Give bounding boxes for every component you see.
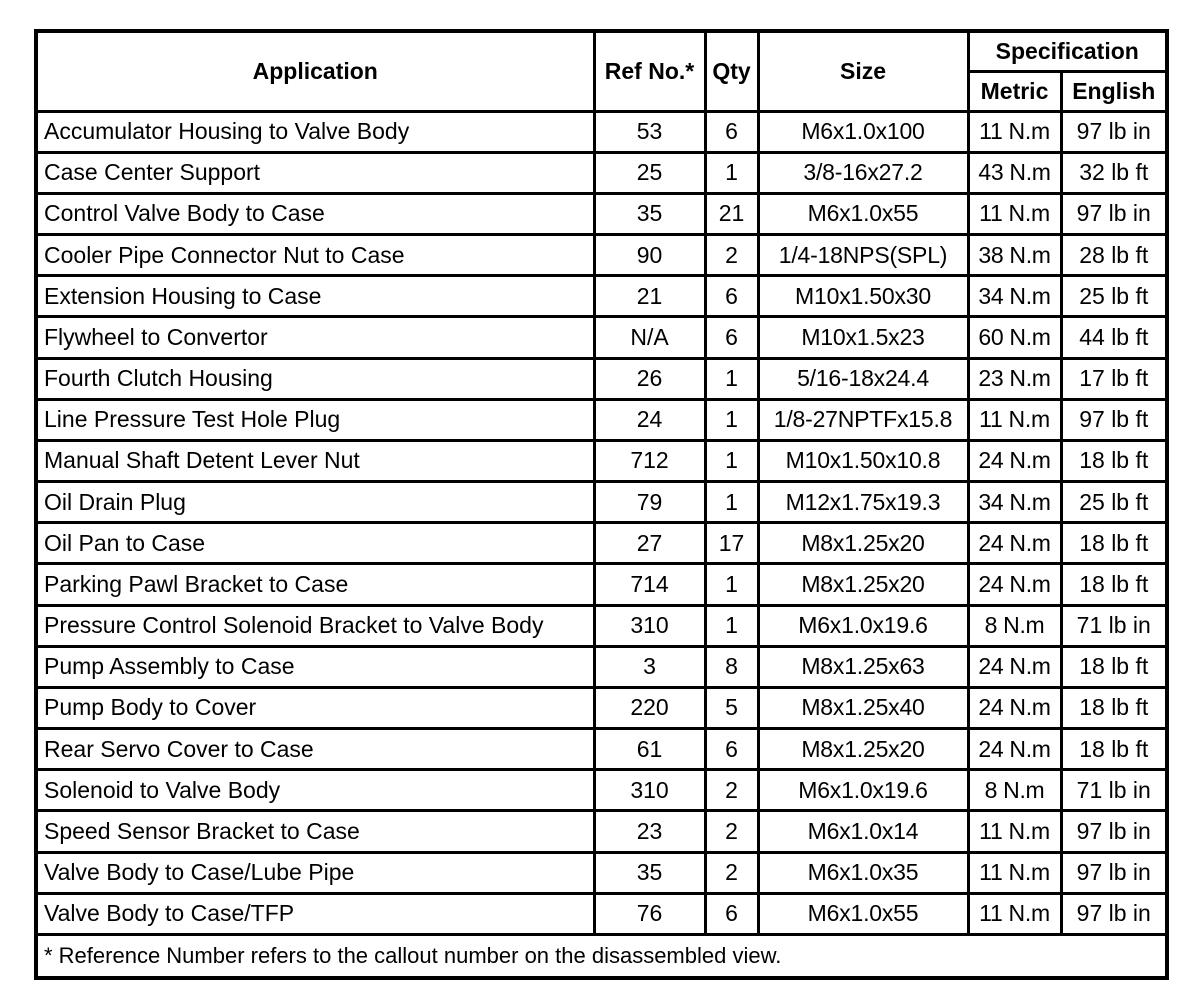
cell-english: 97 lb in: [1061, 111, 1167, 152]
cell-size: M6x1.0x55: [758, 893, 968, 934]
cell-metric: 11 N.m: [968, 893, 1061, 934]
cell-application: Manual Shaft Detent Lever Nut: [36, 440, 594, 481]
cell-english: 71 lb in: [1061, 605, 1167, 646]
cell-qty: 8: [705, 646, 758, 687]
cell-application: Fourth Clutch Housing: [36, 358, 594, 399]
header-qty: Qty: [705, 31, 758, 111]
cell-ref-no: 712: [594, 440, 705, 481]
cell-metric: 24 N.m: [968, 646, 1061, 687]
cell-application: Speed Sensor Bracket to Case: [36, 811, 594, 852]
cell-ref-no: 21: [594, 276, 705, 317]
cell-ref-no: 714: [594, 564, 705, 605]
cell-size: M8x1.25x63: [758, 646, 968, 687]
table-row: [36, 317, 1167, 358]
cell-qty: 6: [705, 111, 758, 152]
cell-qty: 1: [705, 440, 758, 481]
table-row: [36, 111, 1167, 152]
table-row: [36, 152, 1167, 193]
cell-metric: 24 N.m: [968, 729, 1061, 770]
cell-metric: 11 N.m: [968, 193, 1061, 234]
table-row: [36, 646, 1167, 687]
header-specification: Specification: [968, 31, 1167, 71]
cell-qty: 2: [705, 811, 758, 852]
cell-size: M8x1.25x20: [758, 729, 968, 770]
cell-english: 97 lb in: [1061, 193, 1167, 234]
cell-size: M6x1.0x55: [758, 193, 968, 234]
cell-qty: 1: [705, 399, 758, 440]
cell-application: Oil Drain Plug: [36, 482, 594, 523]
cell-application: Pressure Control Solenoid Bracket to Valve Body: [36, 605, 594, 646]
cell-metric: 11 N.m: [968, 852, 1061, 893]
cell-english: 18 lb ft: [1061, 687, 1167, 728]
torque-specification-table: [34, 29, 1169, 980]
cell-metric: 11 N.m: [968, 811, 1061, 852]
cell-qty: 2: [705, 852, 758, 893]
cell-ref-no: 24: [594, 399, 705, 440]
cell-metric: 24 N.m: [968, 687, 1061, 728]
cell-metric: 43 N.m: [968, 152, 1061, 193]
cell-english: 97 lb in: [1061, 893, 1167, 934]
cell-application: Case Center Support: [36, 152, 594, 193]
cell-qty: 1: [705, 564, 758, 605]
cell-ref-no: 27: [594, 523, 705, 564]
cell-english: 18 lb ft: [1061, 523, 1167, 564]
cell-ref-no: 61: [594, 729, 705, 770]
cell-application: Extension Housing to Case: [36, 276, 594, 317]
table-body: [36, 111, 1167, 935]
cell-size: M8x1.25x20: [758, 523, 968, 564]
cell-ref-no: 35: [594, 852, 705, 893]
cell-english: 32 lb ft: [1061, 152, 1167, 193]
table-row: [36, 523, 1167, 564]
cell-ref-no: 310: [594, 770, 705, 811]
cell-qty: 6: [705, 893, 758, 934]
header-english: English: [1061, 71, 1167, 111]
cell-ref-no: 90: [594, 235, 705, 276]
cell-ref-no: 23: [594, 811, 705, 852]
table-row: [36, 564, 1167, 605]
cell-size: 5/16-18x24.4: [758, 358, 968, 399]
cell-ref-no: 220: [594, 687, 705, 728]
table-row: [36, 193, 1167, 234]
cell-metric: 60 N.m: [968, 317, 1061, 358]
cell-qty: 6: [705, 276, 758, 317]
cell-qty: 17: [705, 523, 758, 564]
cell-english: 25 lb ft: [1061, 482, 1167, 523]
table-row: [36, 605, 1167, 646]
cell-size: 1/4-18NPS(SPL): [758, 235, 968, 276]
table-row: [36, 482, 1167, 523]
cell-ref-no: 25: [594, 152, 705, 193]
cell-application: Valve Body to Case/Lube Pipe: [36, 852, 594, 893]
cell-qty: 1: [705, 482, 758, 523]
cell-english: 28 lb ft: [1061, 235, 1167, 276]
cell-qty: 21: [705, 193, 758, 234]
cell-metric: 24 N.m: [968, 564, 1061, 605]
cell-ref-no: 3: [594, 646, 705, 687]
cell-english: 17 lb ft: [1061, 358, 1167, 399]
cell-size: M12x1.75x19.3: [758, 482, 968, 523]
cell-english: 18 lb ft: [1061, 646, 1167, 687]
cell-qty: 1: [705, 605, 758, 646]
cell-application: Line Pressure Test Hole Plug: [36, 399, 594, 440]
cell-application: Parking Pawl Bracket to Case: [36, 564, 594, 605]
cell-size: M10x1.5x23: [758, 317, 968, 358]
cell-ref-no: N/A: [594, 317, 705, 358]
cell-application: Rear Servo Cover to Case: [36, 729, 594, 770]
table-row: [36, 770, 1167, 811]
header-application: Application: [36, 31, 594, 111]
cell-qty: 1: [705, 358, 758, 399]
cell-ref-no: 310: [594, 605, 705, 646]
cell-english: 25 lb ft: [1061, 276, 1167, 317]
cell-metric: 8 N.m: [968, 605, 1061, 646]
cell-application: Accumulator Housing to Valve Body: [36, 111, 594, 152]
cell-english: 18 lb ft: [1061, 564, 1167, 605]
cell-metric: 11 N.m: [968, 399, 1061, 440]
table-row: [36, 440, 1167, 481]
cell-qty: 5: [705, 687, 758, 728]
cell-size: M6x1.0x14: [758, 811, 968, 852]
table-row: [36, 276, 1167, 317]
cell-size: M8x1.25x40: [758, 687, 968, 728]
table-row: [36, 729, 1167, 770]
header-metric: Metric: [968, 71, 1061, 111]
table-row: [36, 893, 1167, 934]
cell-ref-no: 53: [594, 111, 705, 152]
cell-application: Valve Body to Case/TFP: [36, 893, 594, 934]
cell-application: Flywheel to Convertor: [36, 317, 594, 358]
table-header: [36, 31, 1167, 111]
cell-english: 44 lb ft: [1061, 317, 1167, 358]
cell-metric: 34 N.m: [968, 482, 1061, 523]
cell-application: Solenoid to Valve Body: [36, 770, 594, 811]
cell-size: M8x1.25x20: [758, 564, 968, 605]
table-row: [36, 687, 1167, 728]
cell-qty: 6: [705, 317, 758, 358]
cell-metric: 8 N.m: [968, 770, 1061, 811]
header-ref-no: Ref No.*: [594, 31, 705, 111]
cell-qty: 1: [705, 152, 758, 193]
cell-size: M6x1.0x100: [758, 111, 968, 152]
cell-english: 97 lb in: [1061, 811, 1167, 852]
cell-english: 71 lb in: [1061, 770, 1167, 811]
cell-english: 97 lb ft: [1061, 399, 1167, 440]
cell-size: M6x1.0x35: [758, 852, 968, 893]
table-row: [36, 358, 1167, 399]
table-row: [36, 235, 1167, 276]
cell-size: M6x1.0x19.6: [758, 770, 968, 811]
cell-metric: 24 N.m: [968, 440, 1061, 481]
cell-english: 18 lb ft: [1061, 440, 1167, 481]
cell-application: Oil Pan to Case: [36, 523, 594, 564]
cell-english: 18 lb ft: [1061, 729, 1167, 770]
cell-size: 3/8-16x27.2: [758, 152, 968, 193]
cell-metric: 11 N.m: [968, 111, 1061, 152]
cell-size: M6x1.0x19.6: [758, 605, 968, 646]
cell-metric: 34 N.m: [968, 276, 1061, 317]
cell-metric: 38 N.m: [968, 235, 1061, 276]
cell-application: Pump Assembly to Case: [36, 646, 594, 687]
cell-metric: 24 N.m: [968, 523, 1061, 564]
cell-size: M10x1.50x10.8: [758, 440, 968, 481]
cell-qty: 6: [705, 729, 758, 770]
cell-metric: 23 N.m: [968, 358, 1061, 399]
cell-ref-no: 35: [594, 193, 705, 234]
cell-ref-no: 76: [594, 893, 705, 934]
table-row: [36, 811, 1167, 852]
cell-size: 1/8-27NPTFx15.8: [758, 399, 968, 440]
cell-ref-no: 79: [594, 482, 705, 523]
cell-ref-no: 26: [594, 358, 705, 399]
footnote: * Reference Number refers to the callout number on the disassembled view.: [36, 935, 1167, 979]
cell-application: Cooler Pipe Connector Nut to Case: [36, 235, 594, 276]
table-row: [36, 399, 1167, 440]
header-size: Size: [758, 31, 968, 111]
cell-english: 97 lb in: [1061, 852, 1167, 893]
cell-application: Control Valve Body to Case: [36, 193, 594, 234]
table-row: [36, 852, 1167, 893]
cell-qty: 2: [705, 770, 758, 811]
table-footer: [36, 935, 1167, 979]
cell-size: M10x1.50x30: [758, 276, 968, 317]
cell-qty: 2: [705, 235, 758, 276]
cell-application: Pump Body to Cover: [36, 687, 594, 728]
